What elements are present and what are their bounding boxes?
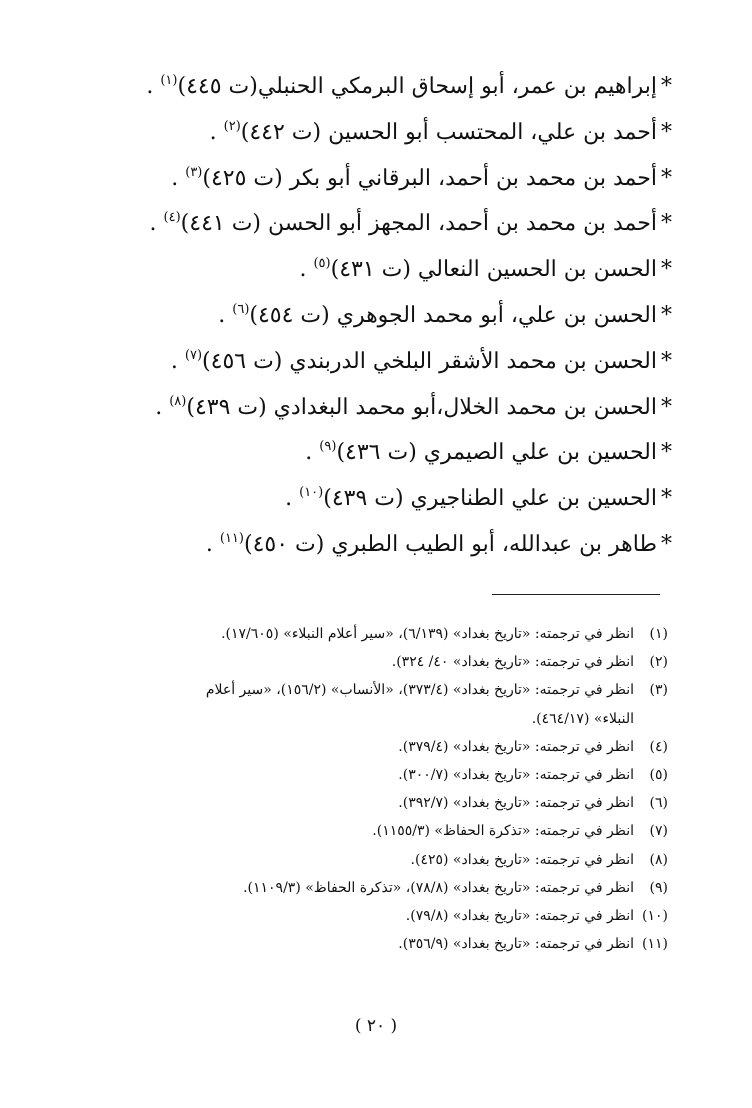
footnote [64,620,668,648]
bullet-star: * [661,531,672,557]
bullet-star: * [661,257,672,283]
footnote-ref: (١١) [219,530,244,546]
footnote-ref: (٨) [169,393,187,409]
entry-text: طاهر بن عبدالله، أبو الطيب الطبري (ت ٤٥٠) [244,531,657,557]
entry-text: أحمد بن محمد بن أحمد، المجهز أبو الحسن (ت ٤٤١) [180,211,657,237]
entry-end: . [209,119,224,145]
entry [60,150,672,196]
entry-end: . [285,486,300,512]
entry-end: . [149,211,164,237]
entry-text: الحسين بن علي الصيمري (ت ٤٣٦) [336,440,657,466]
entry-end: . [299,257,314,283]
bullet-star: * [661,394,672,420]
entry [60,379,672,425]
footnote-ref: (٦) [232,301,250,317]
entry-end: . [170,348,185,374]
footnote-number: (١٠) [642,908,668,925]
footnote-separator [492,594,660,595]
footnote-ref: (١٠) [299,485,324,501]
bullet-star: * [661,211,672,237]
footnote-number: (١) [649,626,668,642]
entry-text: الحسن بن محمد الخلال،أبو محمد البغدادي (ت ٤٣٩) [186,394,657,420]
bullet-star: * [661,119,672,145]
footnote [64,817,668,845]
entries-list [60,58,672,562]
footnote [64,648,668,676]
entry-text: الحسين بن علي الطناجيري (ت ٤٣٩) [323,486,657,512]
footnote-ref: (٩) [319,439,337,455]
footnote-ref: (٢) [223,118,241,134]
footnote-text: انظر في ترجمته: «تاريخ بغداد» (٣٥٦/٩). [398,936,634,953]
entry-text: إبراهيم بن عمر، أبو إسحاق البرمكي الحنبلي(ت ٤٤٥) [177,74,657,99]
footnote-text: انظر في ترجمته: «تاريخ بغداد» (٣٠٠/٧). [398,767,634,784]
footnote-ref: (٥) [313,256,331,272]
entry-end: . [171,165,186,191]
footnote-ref: (٧) [184,347,203,363]
entry [60,195,672,241]
entry-end: . [205,531,220,557]
bullet-star: * [661,486,672,512]
footnote-ref: (١) [160,73,178,88]
footnote-number: (٢) [649,654,668,671]
entry [60,424,672,470]
footnote-ref: (٤) [163,210,181,226]
entry-text: الحسن بن محمد الأشقر البلخي الدربندي (ت ٤٥٦) [202,348,657,374]
bullet-star: * [661,440,672,466]
entry [60,470,672,516]
bullet-star: * [661,165,672,191]
entry-end: . [218,302,233,328]
footnote-number: (١١) [642,936,668,953]
footnote [64,733,668,761]
footnote-number: (٧) [649,823,668,840]
footnote-text: انظر في ترجمته: «تذكرة الحفاظ» (١١٥٥/٣). [372,823,634,840]
footnote [64,846,668,874]
bullet-star: * [661,348,672,374]
footnote-text: انظر في ترجمته: «تاريخ بغداد» (٦/١٣٩)، «سير أعلام النبلاء» (١٧/٦٠٥). [221,626,634,642]
footnote-number: (٩) [649,879,668,896]
footnote [64,676,668,732]
footnote [64,902,668,930]
footnote-number: (٤) [649,738,668,755]
footnote [64,874,668,902]
footnote-text: انظر في ترجمته: «تاريخ بغداد» (٣٩٢/٧). [398,795,634,812]
entry-text: أحمد بن علي، المحتسب أبو الحسين (ت ٤٤٢) [240,119,657,145]
entry-text: أحمد بن محمد بن أحمد، البرقاني أبو بكر (ت ٤٢٥) [202,165,657,191]
entry [60,58,672,104]
entry [60,241,672,287]
footnote [64,930,668,958]
footnote-number: (٣) [649,682,668,699]
bullet-star: * [661,74,672,99]
footnote-number: (٥) [649,767,668,784]
footnote-continuation: النبلاء» (٤٦٤/١٧). [531,710,634,727]
footnote-number: (٦) [649,795,668,812]
entry [60,287,672,333]
footnote [64,789,668,817]
footnote-text: انظر في ترجمته: «تاريخ بغداد» ٤٠/ ٣٢٤). [391,654,634,671]
footnotes [64,620,668,958]
bullet-star: * [661,302,672,328]
entry [60,516,672,562]
entry-text: الحسن بن الحسين النعالي (ت ٤٣١) [330,257,657,283]
entry-text: الحسن بن علي، أبو محمد الجوهري (ت ٤٥٤) [249,302,657,328]
entry [60,104,672,150]
footnote-text: انظر في ترجمته: «تاريخ بغداد» (٧٩/٨). [405,908,634,925]
footnote-text: انظر في ترجمته: «تاريخ بغداد» (٣٧٩/٤). [398,738,634,755]
page-number: ( ٢٠ ) [354,1016,398,1036]
entry-end: . [146,74,161,99]
footnote-text: انظر في ترجمته: «تاريخ بغداد» (٣٧٣/٤)، «الأنساب» (١٥٦/٢)، «سير أعلام [205,682,634,699]
entry-end: . [305,440,320,466]
entry [60,333,672,379]
footnote [64,761,668,789]
footnote-number: (٨) [649,851,668,868]
footnote-text: انظر في ترجمته: «تاريخ بغداد» (٧٨/٨)، «تذكرة الحفاظ» (١١٠٩/٣). [243,879,634,896]
footnote-text: انظر في ترجمته: «تاريخ بغداد» (٤٢٥). [410,851,634,868]
footnote-ref: (٣) [185,164,203,180]
entry-end: . [155,394,170,420]
